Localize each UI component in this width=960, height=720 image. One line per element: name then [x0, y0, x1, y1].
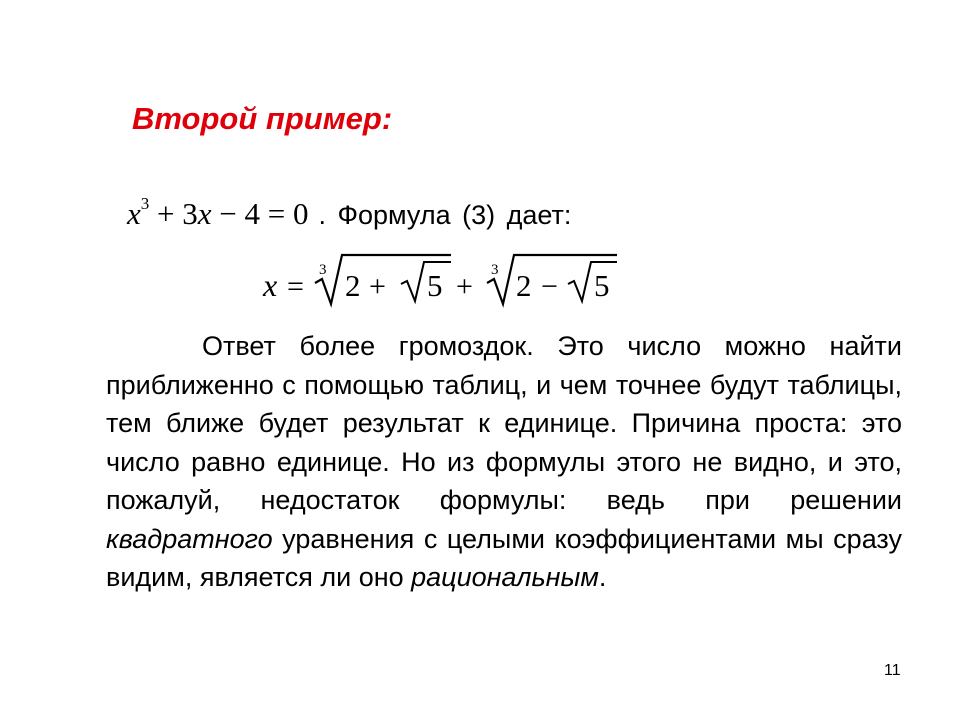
explanation-paragraph [106, 327, 902, 597]
root2-five: 5 [594, 268, 610, 303]
paragraph-text-3: . [598, 562, 607, 592]
eq-exponent: 3 [140, 194, 150, 213]
root2-two: 2 [516, 268, 532, 303]
eq-tail: − 4 = 0 [211, 196, 309, 231]
root1-five: 5 [427, 268, 443, 303]
root-index-2: 3 [491, 262, 499, 278]
paragraph-text-2: уравнения с целыми коэффициентами мы сразу видим, является ли оно [106, 523, 902, 592]
root2-minus: − [541, 270, 558, 303]
paragraph-italic-rational: рациональным [411, 562, 599, 592]
page-number: 11 [884, 662, 901, 679]
formula-plus-mid: + [456, 270, 473, 303]
paragraph-italic-quadratic: квадратного [106, 523, 273, 554]
eq-rest: + 3 [149, 196, 198, 231]
sqrt-sign-1 [401, 262, 451, 301]
root1-plus: + [369, 270, 386, 303]
cubic-equation [127, 196, 308, 232]
cardano-formula [255, 250, 635, 310]
slide-title: Второй пример: [132, 101, 393, 136]
root-index-1: 3 [319, 262, 327, 278]
formula-lhs: x [263, 267, 278, 303]
formula-reference-text: . Формула (3) дает: [318, 200, 572, 230]
eq-var: x [127, 196, 141, 231]
root1-two: 2 [345, 268, 361, 303]
cubic-equation-line [127, 196, 571, 240]
formula-equals: = [287, 270, 304, 303]
paragraph-text-1: Ответ более громоздок. Это число можно найти приближенно с помощью таблиц, и чем точнее будут таблицы, тем ближе будет результат к единице. Причина проста: это число равно единице. Но из формулы этого не видно, и это, пожалуй, недостаток формулы: ведь при решении [106, 331, 902, 515]
eq-var-2: x [197, 196, 212, 231]
sqrt-sign-2 [568, 262, 617, 301]
